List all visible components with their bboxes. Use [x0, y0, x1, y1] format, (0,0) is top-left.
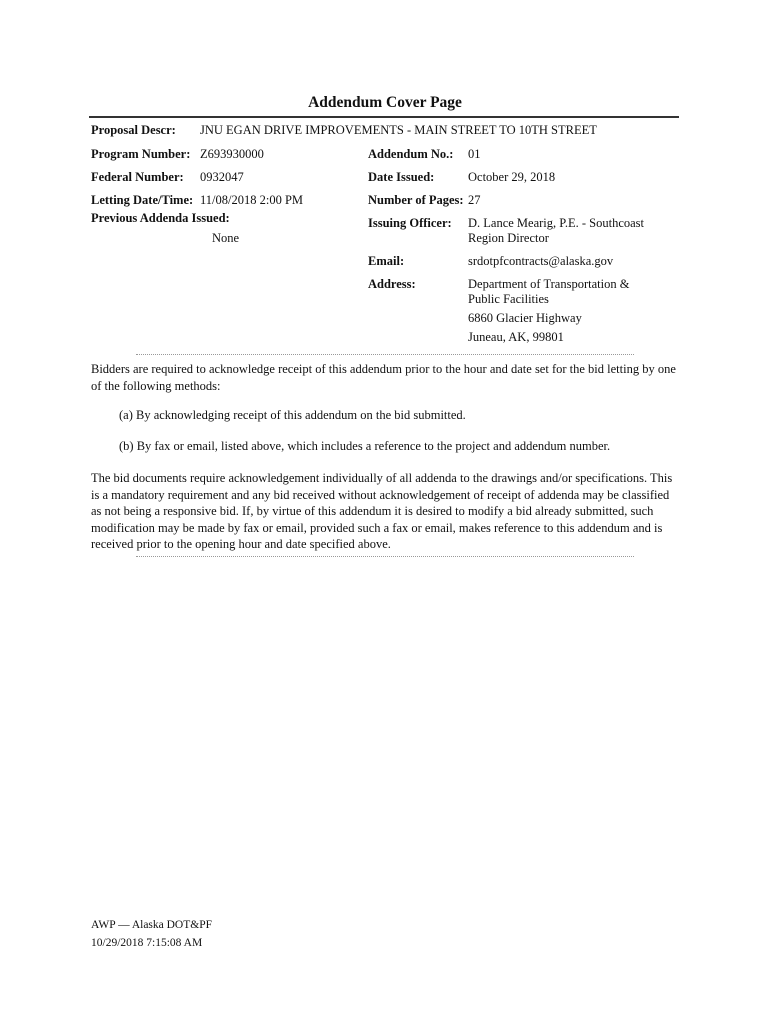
method-a: (a) By acknowledging receipt of this addendum on the bid submitted. — [119, 408, 466, 422]
program-number-value: Z693930000 — [200, 147, 264, 161]
address-line4: Juneau, AK, 99801 — [468, 330, 564, 344]
proposal-descr-value: JNU EGAN DRIVE IMPROVEMENTS - MAIN STREET TO 10TH STREET — [200, 123, 597, 137]
date-issued-value: October 29, 2018 — [468, 170, 556, 184]
federal-number-label: Federal Number: — [91, 170, 184, 184]
issuing-officer-label: Issuing Officer: — [368, 216, 452, 230]
email-value: srdotpfcontracts@alaska.gov — [468, 254, 614, 268]
issuing-officer-line2: Region Director — [468, 231, 549, 245]
intro-paragraph: Bidders are required to acknowledge receipt of this addendum prior to the hour and date set for the bid letting by one of the following methods: — [91, 362, 676, 393]
proposal-descr-label: Proposal Descr: — [91, 123, 176, 137]
letting-value: 11/08/2018 2:00 PM — [200, 193, 304, 207]
method-b: (b) By fax or email, listed above, which includes a reference to the project and addendum number. — [119, 439, 611, 453]
section-divider-top — [136, 354, 634, 355]
section-divider-bottom — [136, 556, 634, 557]
program-number-label: Program Number: — [91, 147, 191, 161]
federal-number-value: 0932047 — [200, 170, 244, 184]
pages-value: 27 — [468, 193, 481, 207]
letting-label: Letting Date/Time: — [91, 193, 194, 207]
date-issued-label: Date Issued: — [368, 170, 435, 184]
footer-timestamp: 10/29/2018 7:15:08 AM — [91, 937, 203, 949]
address-label: Address: — [368, 277, 416, 291]
requirement-paragraph: The bid documents require acknowledgement individually of all addenda to the drawings and/or specifications. This is a mandatory requirement and any bid received without acknowledgement of receipt of addenda may be classified as not being a responsive bid. If, by virtue of this addendum it is desired to modify a bid already submitted, such modification may be made by fax or email, provided such a fax or email, makes reference to this addendum and is received prior to the opening hour and date specified above. — [91, 471, 673, 551]
address-line3: 6860 Glacier Highway — [468, 311, 582, 325]
email-label: Email: — [368, 254, 405, 268]
pages-label: Number of Pages: — [368, 193, 464, 207]
addendum-no-value: 01 — [468, 147, 481, 161]
footer-source: AWP — Alaska DOT&PF — [91, 919, 213, 931]
addendum-no-label: Addendum No.: — [368, 147, 454, 161]
title-divider — [89, 116, 679, 118]
address-line1: Department of Transportation & — [468, 277, 630, 291]
page-title: Addendum Cover Page — [308, 94, 462, 111]
issuing-officer-line1: D. Lance Mearig, P.E. - Southcoast — [468, 216, 645, 230]
previous-addenda-value: None — [212, 231, 240, 245]
previous-addenda-label: Previous Addenda Issued: — [91, 211, 230, 225]
address-line2: Public Facilities — [468, 292, 549, 306]
